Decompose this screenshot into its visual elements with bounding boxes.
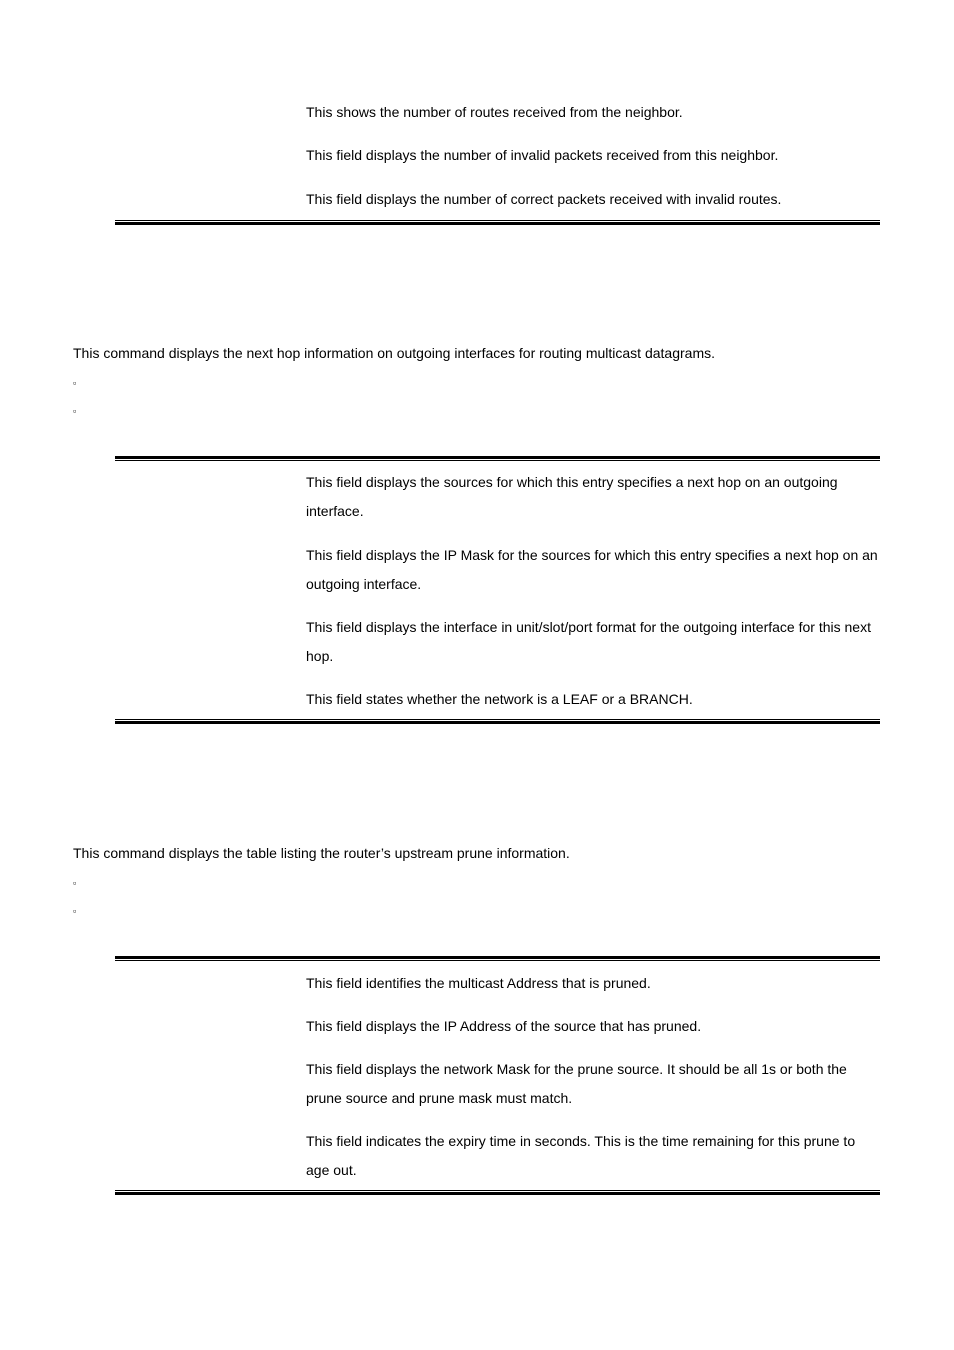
- list-bullet: ▫: [73, 906, 77, 916]
- table-bottom-rule: [115, 1190, 880, 1195]
- table-bottom-rule: [115, 719, 880, 724]
- table-row-description: This field indicates the expiry time in seconds. This is the time remaining for this prune to age out.: [306, 1133, 856, 1178]
- table-row-description: This field displays the sources for which this entry specifies a next hop on an outgoing interface.: [306, 474, 838, 519]
- table-row-description: This field displays the number of correct packets received with invalid routes.: [306, 191, 782, 207]
- table-row-description: This field states whether the network is a LEAF or a BRANCH.: [306, 691, 693, 707]
- list-bullet: ▫: [73, 378, 77, 388]
- table-top-rule: [115, 456, 880, 461]
- table-row-description: This field displays the IP Address of the source that has pruned.: [306, 1018, 702, 1034]
- table-row-description: This field identifies the multicast Address that is pruned.: [306, 975, 651, 991]
- section-intro-paragraph: This command displays the table listing the router’s upstream prune information.: [73, 845, 570, 861]
- section-intro-paragraph: This command displays the next hop information on outgoing interfaces for routing multicast datagrams.: [73, 345, 715, 361]
- table-row-description: This shows the number of routes received from the neighbor.: [306, 104, 683, 120]
- table-row-description: This field displays the number of invalid packets received from this neighbor.: [306, 147, 779, 163]
- list-bullet: ▫: [73, 406, 77, 416]
- table-top-rule: [115, 956, 880, 961]
- table-row-description: This field displays the IP Mask for the sources for which this entry specifies a next hop on an outgoing interface.: [306, 547, 878, 592]
- table-row-description: This field displays the network Mask for the prune source. It should be all 1s or both the prune source and prune mask must match.: [306, 1061, 847, 1106]
- table-bottom-rule: [115, 220, 880, 225]
- table-row-description: This field displays the interface in unit/slot/port format for the outgoing interface for this next hop.: [306, 619, 871, 664]
- list-bullet: ▫: [73, 878, 77, 888]
